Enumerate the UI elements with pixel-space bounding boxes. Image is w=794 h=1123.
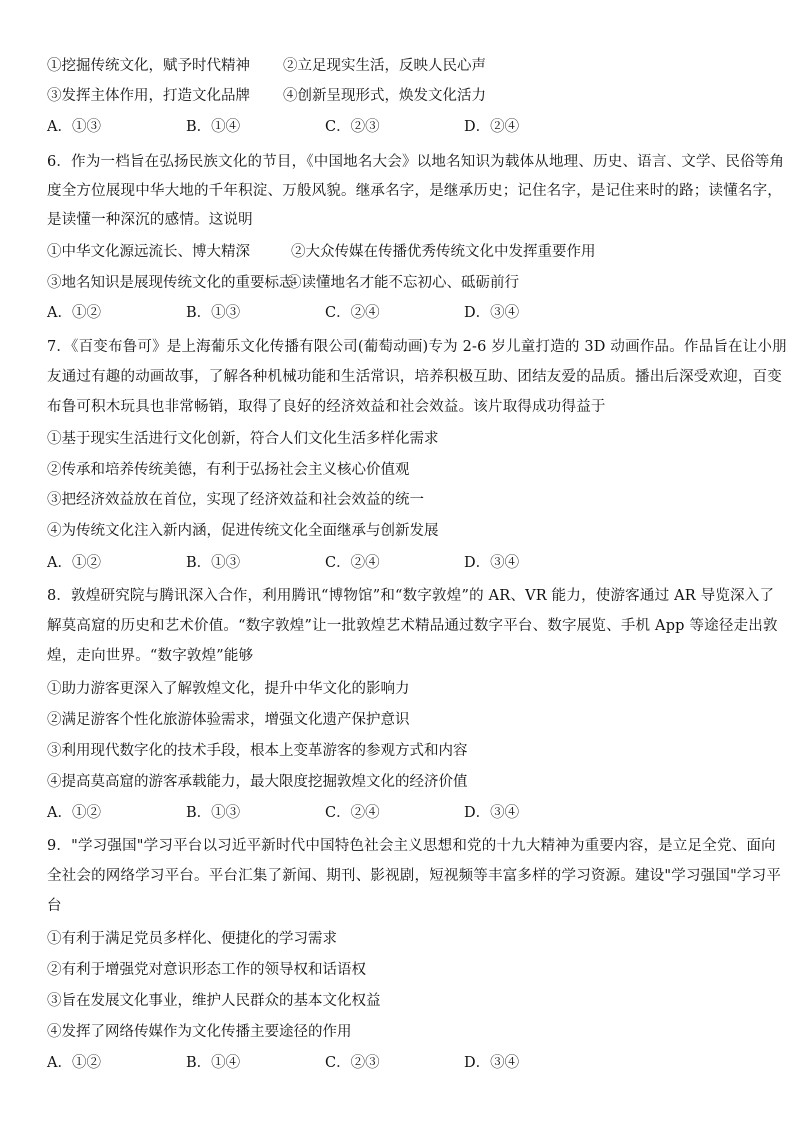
q6-stem-line-1: 6．作为一档旨在弘扬民族文化的节目，《中国地名大会》以地名知识为载体从地理、历史、语言、文学、民俗等角: [47, 154, 785, 170]
q7-item-4: ④为传统文化注入新内涵，促进传统文化全面继承与创新发展: [47, 523, 439, 539]
option-a: A．①②: [47, 805, 101, 821]
q6-item-3: ③地名知识是展现传统文化的重要标志: [47, 275, 294, 291]
q9-item-3: ③旨在发展文化事业，维护人民群众的基本文化权益: [47, 993, 381, 1009]
q9-stem-line-2: 全社会的网络学习平台。平台汇集了新闻、期刊、影视剧，短视频等丰富多样的学习资源。建设"学习强国"学习平: [47, 868, 782, 884]
prev-item-3: ③发挥主体作用，打造文化品牌: [47, 88, 250, 104]
option-d: D．②④: [464, 119, 520, 135]
q7-stem-line-2: 友通过有趣的动画故事，了解各种机械功能和生活常识，培养积极互助、团结友爱的品质。播出后深受欢迎，百变: [47, 369, 782, 385]
q9-stem-line-3: 台: [47, 898, 62, 914]
option-a: A．①②: [47, 555, 101, 571]
q8-item-2: ②满足游客个性化旅游体验需求，增强文化遗产保护意识: [47, 712, 410, 728]
q8-stem-line-2: 解莫高窟的历史和艺术价值。“数字敦煌”让一批敦煌艺术精品通过数字平台、数字展览、手机 App 等途径走出敦: [47, 618, 778, 634]
option-a: A．①②: [47, 1055, 101, 1071]
q9-stem-line-1: 9．"学习强国"学习平台以习近平新时代中国特色社会主义思想和党的十九大精神为重要内容，是立足全党、面向: [47, 838, 776, 854]
q8-stem-line-1: 8．敦煌研究院与腾讯深入合作，利用腾讯“博物馆”和“数字敦煌”的 AR、VR 能力，使游客通过 AR 导览深入了: [47, 588, 775, 604]
option-c: C．②④: [325, 555, 380, 571]
q6-stem-line-3: 是读懂一种深沉的感情。这说明: [47, 212, 253, 228]
q8-item-4: ④提高莫高窟的游客承载能力，最大限度挖掘敦煌文化的经济价值: [47, 774, 468, 790]
option-c: C．②④: [325, 305, 380, 321]
q8-item-3: ③利用现代数字化的技术手段，根本上变革游客的参观方式和内容: [47, 743, 468, 759]
option-c: C．②③: [325, 119, 380, 135]
q7-stem-line-1: 7．《百变布鲁可》是上海葡乐文化传播有限公司(葡萄动画)专为 2-6 岁儿童打造的 3D 动画作品。作品旨在让小朋: [47, 339, 787, 355]
q9-item-4: ④发挥了网络传媒作为文化传播主要途径的作用: [47, 1024, 352, 1040]
option-a: A．①②: [47, 305, 101, 321]
option-b: B．①③: [186, 305, 241, 321]
option-a: A．①③: [47, 119, 101, 135]
q8-stem-line-3: 煌，走向世界。“数字敦煌”能够: [47, 648, 254, 664]
option-d: D．③④: [464, 805, 520, 821]
option-b: B．①④: [186, 1055, 241, 1071]
q9-item-1: ①有利于满足党员多样化、便捷化的学习需求: [47, 931, 337, 947]
prev-item-1: ①挖掘传统文化，赋予时代精神: [47, 58, 250, 74]
q6-stem-line-2: 度全方位展现中华大地的千年积淀、万般风貌。继承名字，是继承历史；记住名字，是记住来时的路；读懂名字，: [47, 183, 782, 199]
option-c: C．②③: [325, 1055, 380, 1071]
q7-item-1: ①基于现实生活进行文化创新，符合人们文化生活多样化需求: [47, 431, 439, 447]
option-d: D．③④: [464, 1055, 520, 1071]
q7-item-3: ③把经济效益放在首位，实现了经济效益和社会效益的统一: [47, 492, 424, 508]
option-c: C．②④: [325, 805, 380, 821]
q6-item-1: ①中华文化源远流长、博大精深: [47, 244, 250, 260]
q8-item-1: ①助力游客更深入了解敦煌文化，提升中华文化的影响力: [47, 681, 410, 697]
option-d: D．③④: [464, 305, 520, 321]
option-b: B．①③: [186, 555, 241, 571]
q6-item-2: ②大众传媒在传播优秀传统文化中发挥重要作用: [291, 244, 596, 260]
option-b: B．①④: [186, 119, 241, 135]
prev-item-4: ④创新呈现形式，焕发文化活力: [283, 88, 486, 104]
option-d: D．③④: [464, 555, 520, 571]
q7-item-2: ②传承和培养传统美德，有利于弘扬社会主义核心价值观: [47, 462, 410, 478]
option-b: B．①③: [186, 805, 241, 821]
q7-stem-line-3: 布鲁可积木玩具也非常畅销，取得了良好的经济效益和社会效益。该片取得成功得益于: [47, 399, 606, 415]
q6-item-4: ④读懂地名才能不忘初心、砥砺前行: [287, 275, 519, 291]
prev-item-2: ②立足现实生活，反映人民心声: [283, 58, 486, 74]
q9-item-2: ②有利于增强党对意识形态工作的领导权和话语权: [47, 962, 366, 978]
